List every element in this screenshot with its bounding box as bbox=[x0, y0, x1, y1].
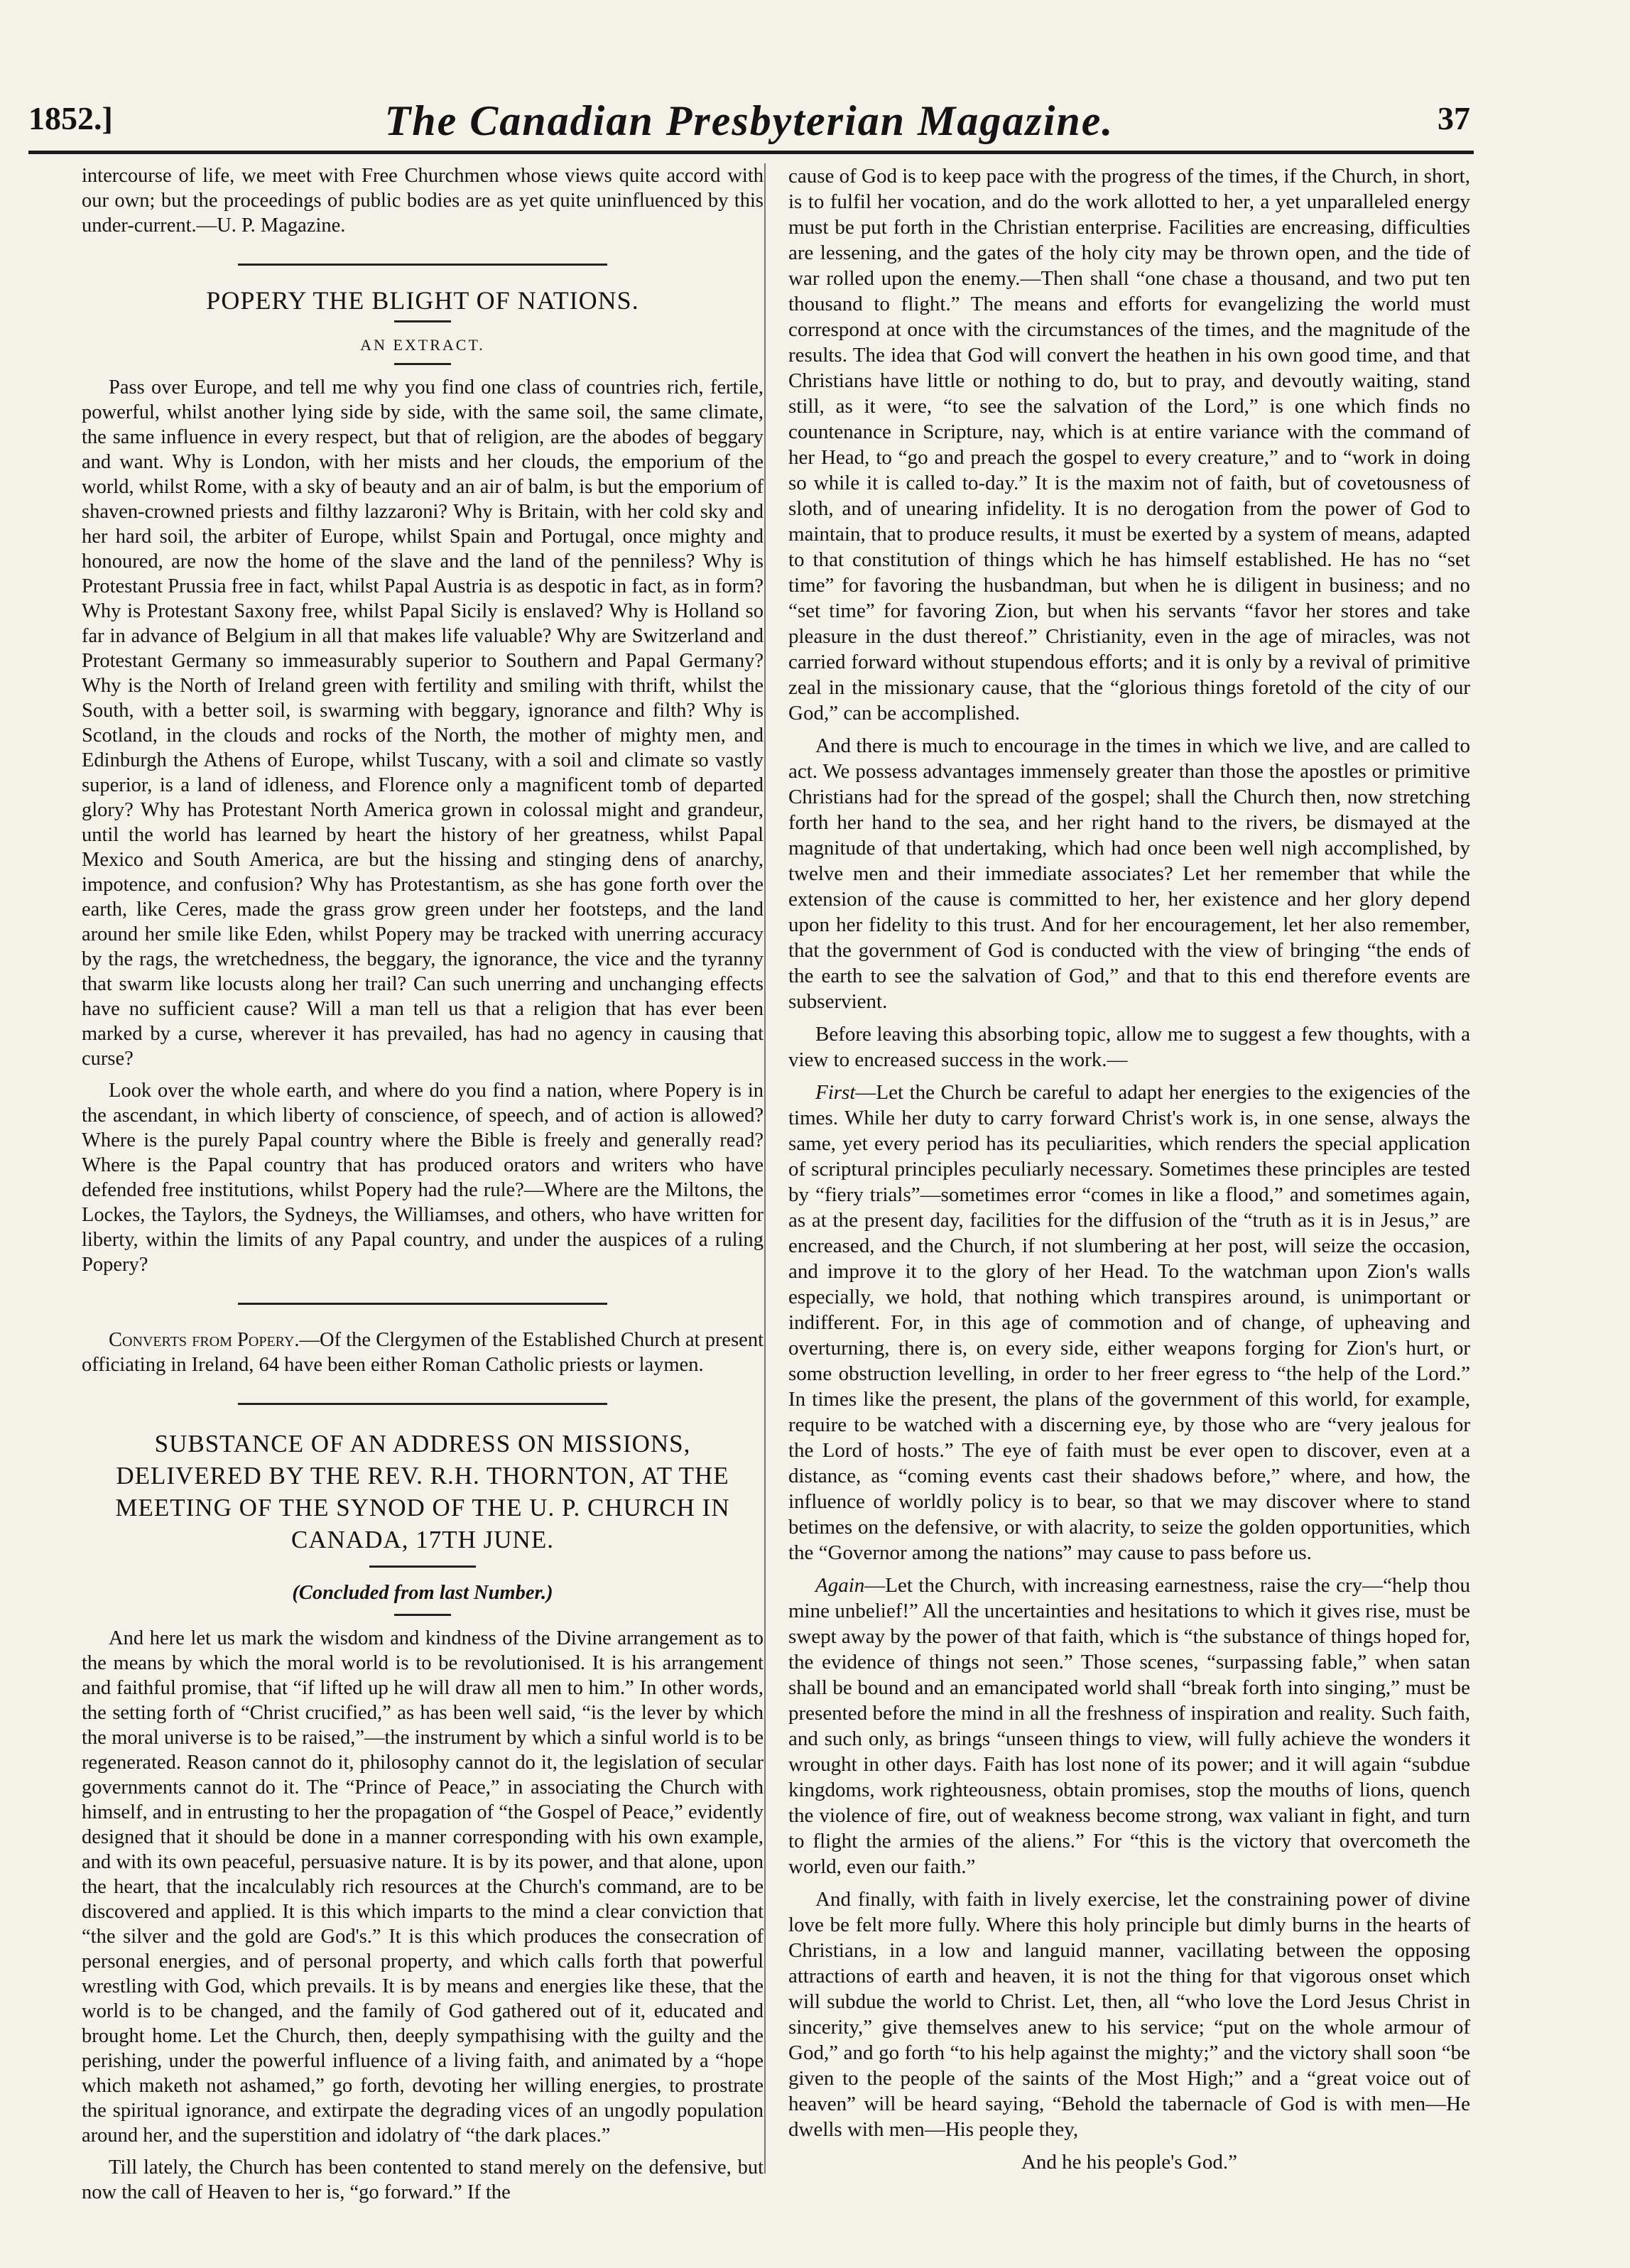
address-paragraph-2: Till lately, the Church has been contented to stand merely on the defensive, but now the call of Heaven to her is, “go forward.” If the bbox=[82, 2156, 764, 2203]
address-paragraph-again bbox=[788, 1573, 1470, 1879]
article-title-popery: POPERY THE BLIGHT OF NATIONS. bbox=[206, 286, 639, 315]
first-text: —Let the Church be careful to adapt her energies to the exigencies of the times. While her duty to carry forward Christ's work is, in one sense, always the same, yet every period has its peculiarities, which renders the special application of scriptural principles peculiarly necessary. Sometimes these principles are tested by “fiery trials”—sometimes error “comes in like a flood,” and sometimes again, as at the present day, facilities for the diffusion of the “truth as it is in Jesus,” are encreased, and the Church, if not slumbering at her post, will seize the occasion, and improve it to the glory of her Head. To the watchman upon Zion's walls especially, we hold, that nothing which transpires around, is unimportant or indifferent. For, in this age of commotion and of change, of upheaving and overturning, there is, on every side, either weapons forging for Zion's hurt, or some obstruction levelling, in order to her freer egress to “the help of the Lord.” In times like the present, the plans of the government of this world, for example, require to be watched with a discerning eye, by those who are “very jealous for the Lord of hosts.” The eye of faith must be ever open to discover, even at a distance, as “coming events cast their shadows before,” where, and how, the influence of worldly policy is to bear, so that we may discover where to stand betimes on the defensive, or with alacrity, to seize the golden opportunities, which the “Governor among the nations” may cause to pass before us. bbox=[788, 1081, 1470, 1564]
first-lead: First bbox=[815, 1081, 856, 1104]
address-paragraph-1: And here let us mark the wisdom and kindness of the Divine arrangement as to the means by which the moral world is to be revolutionised. It is his arrangement and faithful promise, that “if lifted up he will draw all men to him.” In other words, the setting forth of “Christ crucified,” as has been well said, “is the lever by which the moral universe is to be raised,”—the instrument by which a sinful world is to be regenerated. Reason cannot do it, philosophy cannot do it, the legislation of secular governments cannot do it. The “Prince of Peace,” in associating the Church with himself, and in entrusting to her the propagation of “the Gospel of Peace,” evidently designed that it should be done in a manner corresponding with his own example, and with its own peaceful, persuasive nature. It is by its power, and that alone, upon the heart, that the incalculably rich resources at the Church's command, are to be discovered and applied. It is this which imparts to the mind a clear conviction that “the silver and the gold are God's.” It is this which produces the consecration of personal energies, and of personal property, and which calls forth that powerful wrestling with God, which prevails. It is by means and energies like these, that the world is to be changed, and the family of God gathered out of it, educated and brought home. Let the Church, then, deeply sympathising with the guilty and the perishing, under the powerful influence of a living faith, and animated by a “hope which maketh not ashamed,” go forth, devoting her willing energies, to prostrate the spiritual ignorance, and extirpate the degrading vices of an ungodly population around her, and the superstition and idolatry of “the dark places.” bbox=[82, 1627, 764, 2147]
popery-paragraph-2: Look over the whole earth, and where do you find a nation, where Popery is in the ascendant, in which liberty of conscience, of speech, and of action is allowed? Where is the purely Papal country where the Bible is freely and generally read? Where is the Papal country that has produced orators and writers who have defended free institutions, whilst Popery had the rule?—Where are the Miltons, the Lockes, the Taylors, the Sydneys, the Williamses, and others, who have written for liberty, within the limits of any Papal country, and under the auspices of a ruling Popery? bbox=[82, 1080, 764, 1276]
section-divider bbox=[238, 1303, 607, 1305]
address-paragraph-3: cause of God is to keep pace with the progress of the times, if the Church, in short, is to fulfil her vocation, and do the work allotted to her, a yet unparalleled energy must be put forth in the Christian enterprise. Facilities are encreasing, difficulties are lessening, and the gates of the holy city may be thrown open, and the tide of war rolled upon the enemy.—Then shall “one chase a thousand, and two put ten thousand to flight.” The means and efforts for evangelizing the world must correspond at once with the circumstances of the times, and the magnitude of the results. The idea that God will convert the heathen in his own good time, and that Christians have little or nothing to do, but to pray, and devoutly waiting, stand still, as it were, “to see the salvation of the Lord,” is one which finds no countenance in Scripture, nay, which is at entire variance with the command of her Head, to “go and preach the gospel to every creature,” and to “work in doing so while it is called to-day.” It is the maxim not of faith, but of covetousness of sloth, and of unearing infidelity. It is no derogation from the power of God to maintain, that to produce results, it must be exerted by a system of means, adapted to that constitution of things which he has himself established. He has no “set time” for favoring the husbandman, but when he is diligent in business; and no “set time” for favoring Zion, but when his servants “favor her stores and take pleasure in the dust thereof.” Christianity, even in the age of miracles, was not carried forward without stupendous efforts; and it is only by a revival of primitive zeal in the missionary cause, that the “glorious things foretold of the city of our God,” can be accomplished. bbox=[788, 165, 1470, 725]
address-paragraph-4: And there is much to encourage in the times in which we live, and are called to act. We possess advantages immensely greater than those the apostles or primitive Christians had for the spread of the gospel; shall the Church then, now stretching forth her hand to the sea, and her right hand to the rivers, be dismayed at the magnitude of that undertaking, which had once been well nigh accomplished, by twelve men and their immediate associates? Let her remember that while the extension of the cause is committed to her, her existence and her glory depend upon her fidelity to this trust. And for her encouragement, let her also remember, that the government of God is conducted with the view of bringing “the ends of the earth to see the salvation of God,” and that to this end therefore events are subservient. bbox=[788, 734, 1470, 1013]
page-number: 37 bbox=[1438, 100, 1470, 136]
converts-notice bbox=[82, 1328, 764, 1377]
page-header bbox=[28, 99, 1470, 142]
article-title-address: SUBSTANCE OF AN ADDRESS ON MISSIONS, DELIVERED BY THE REV. R.H. THORNTON, AT THE MEETING OF THE SYNOD OF THE U. P. CHURCH IN CANADA, 17TH JUNE. bbox=[115, 1430, 730, 1553]
title-rule bbox=[369, 1566, 476, 1568]
closing-line: And he his people's God.” bbox=[1021, 2151, 1238, 2174]
again-text: —Let the Church, with increasing earnestness, raise the cry—“help thou mine unbelief!” All the uncertainties and hesitations to which it gives rise, must be swept away by the power of that faith, which is “the substance of things hoped for, the evidence of things not seen.” Those scenes, “surpassing fable,” when satan shall be bound and an emancipated world shall “break forth into singing,” must be presented before the mind in all the freshness of inspiration and reality. Such faith, and such only, as brings “unseen things to view, will fully achieve the wonders it wrought in other days. Faith has lost none of its power; and it will again “subdue kingdoms, work righteousness, obtain promises, stop the mouths of lions, quench the violence of fire, out of weakness become strong, wax valiant in fight, and turn to flight the armies of the aliens.” For “this is the victory that overcometh the world, even our faith.” bbox=[788, 1574, 1470, 1878]
section-divider bbox=[238, 1403, 607, 1405]
title-rule bbox=[394, 320, 451, 322]
left-column bbox=[82, 163, 764, 2212]
header-rule bbox=[28, 151, 1474, 154]
article-subtitle: AN EXTRACT. bbox=[360, 336, 485, 354]
concluded-note: (Concluded from last Number.) bbox=[292, 1582, 553, 1604]
subtitle-rule bbox=[394, 363, 451, 365]
continued-text: intercourse of life, we meet with Free Churchmen whose views quite accord with our own; but the proceedings of public bodies are as yet quite uninfluenced by this under-current.—U. P. Magazine. bbox=[82, 165, 764, 237]
converts-text: —Of the Clergymen of the Established Church at present officiating in Ireland, 64 have been either Roman Catholic priests or laymen. bbox=[82, 1329, 764, 1376]
column-divider bbox=[764, 163, 766, 2174]
concluded-rule bbox=[394, 1614, 451, 1616]
section-divider bbox=[238, 264, 607, 266]
address-paragraph-5: Before leaving this absorbing topic, allow me to suggest a few thoughts, with a view to encreased success in the work.— bbox=[788, 1023, 1470, 1071]
converts-lead: Converts from Popery. bbox=[109, 1329, 300, 1351]
right-column bbox=[788, 163, 1470, 2182]
address-paragraph-first bbox=[788, 1080, 1470, 1566]
address-paragraph-finally: And finally, with faith in lively exercise, let the constraining power of divine love be felt more fully. Where this holy principle but dimly burns in the hearts of Christians, in a low and languid manner, vacillating between the opposing attractions of earth and heaven, it is not the thing for that vigorous onset which will subdue the world to Christ. Let, then, all “who love the Lord Jesus Christ in sincerity,” give themselves anew to his service; “put on the whole armour of God,” and go forth “to his help against the mighty;” and the victory shall soon “be given to the people of the saints of the Most High;” and a “great voice out of heaven” will be heard saying, “Behold the tabernacle of God is with men—He dwells with men—His people they, bbox=[788, 1888, 1470, 2141]
popery-paragraph-1: Pass over Europe, and tell me why you find one class of countries rich, fertile, powerful, whilst another lying side by side, with the same soil, the same climate, the same influence in every respect, but that of religion, are the abodes of beggary and want. Why is London, with her mists and her clouds, the emporium of the world, whilst Rome, with a sky of beauty and an air of balm, is but the emporium of shaven-crowned priests and filthy lazzaroni? Why is Britain, with her cold sky and her hard soil, the arbiter of Europe, whilst Spain and Portugal, once mighty and honoured, are now the home of the slave and the land of the penniless? Why is Protestant Prussia free in fact, whilst Papal Austria is as despotic in fact, as in form? Why is Protestant Saxony free, whilst Papal Sicily is enslaved? Why is Holland so far in advance of Belgium in all that makes life valuable? Why are Switzerland and Protestant Germany so immeasurably superior to Southern and Papal Germany? Why is the North of Ireland green with fertility and smiling with thrift, whilst the South, with a better soil, is swarming with beggary, ignorance and filth? Why is Scotland, in the clouds and rocks of the North, the mother of mighty men, and Edinburgh the Athens of Europe, whilst Tuscany, with a soil and climate so vastly superior, is a land of idleness, and Florence only a magnificent tomb of departed glory? Why has Protestant North America grown in colossal might and grandeur, until the world has learned by heart the history of her greatness, whilst Papal Mexico and South America, are but the hissing and stinging dens of anarchy, impotence, and confusion? Why has Protestantism, as she has gone forth over the earth, like Ceres, made the grass grow green under her footsteps, and the land around her smile like Eden, whilst Popery may be tracked with unerring accuracy by the rags, the wretchedness, the beggary, the ignorance, the vice and the tyranny that swarm like locusts along her trail? Can such unerring and unchanging effects have no sufficient cause? Will a man tell us that a religion that has ever been marked by a curse, wherever it has prevailed, has had no agency in causing that curse? bbox=[82, 376, 764, 1070]
magazine-title: The Canadian Presbyterian Magazine. bbox=[384, 97, 1114, 144]
issue-year: 1852.] bbox=[28, 100, 113, 136]
again-lead: Again bbox=[815, 1574, 865, 1597]
